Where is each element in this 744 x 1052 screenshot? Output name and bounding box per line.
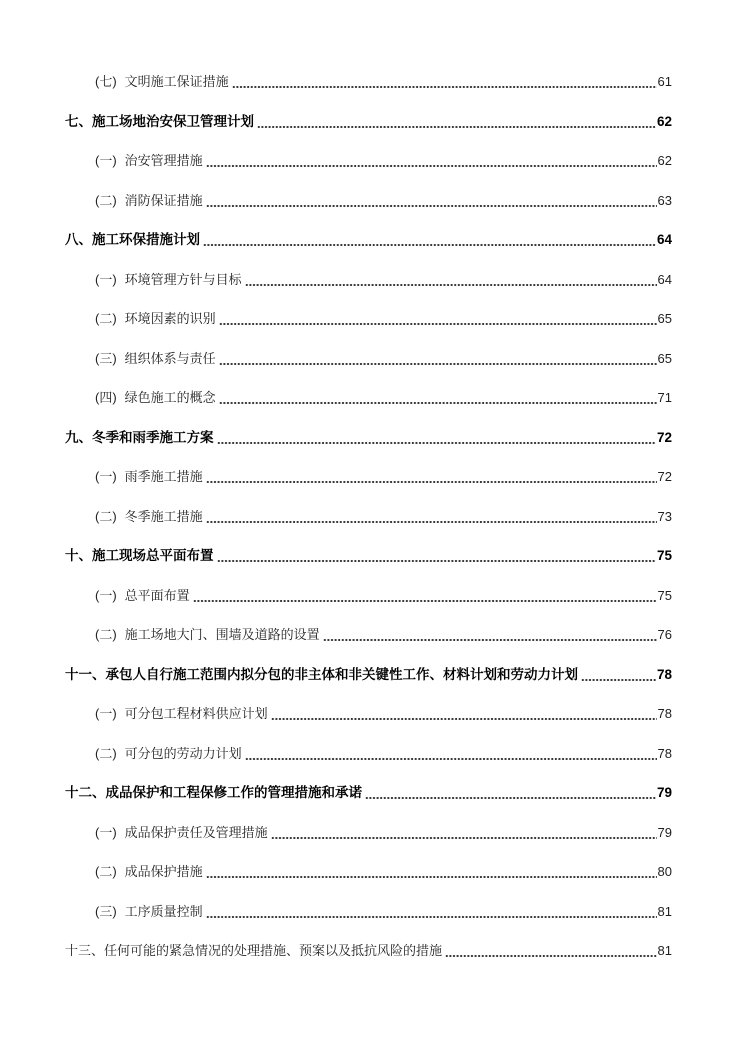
toc-entry-page: 81 [657,903,672,919]
toc-entry-title: 组织体系与责任 [124,350,216,366]
toc-entry-title: 成品保护和工程保修工作的管理措施和承诺 [105,785,362,800]
toc-entry[interactable] [65,430,672,445]
dot-leader [219,400,657,404]
toc-entry[interactable] [65,943,672,958]
dot-leader [219,361,657,365]
toc-entry-title: 承包人自行施工范围内拟分包的非主体和非关键性工作、材料计划和劳动力计划 [105,666,578,682]
toc-entry[interactable] [65,114,672,129]
toc-entry-title: 冬季和雨季施工方案 [92,429,214,445]
toc-entry-page: 75 [656,548,672,563]
toc-entry[interactable] [65,272,672,287]
toc-entry-number: (三) [95,350,117,366]
toc-entry-title: 任何可能的紧急情况的处理措施、预案以及抵抗风险的措施 [104,943,443,958]
toc-entry[interactable] [65,588,672,603]
dot-leader [217,558,656,562]
toc-entry-page: 65 [657,311,672,326]
toc-entry[interactable] [65,785,672,800]
toc-entry-title: 总平面布置 [124,587,190,603]
toc-entry-page: 79 [656,785,672,800]
dot-leader [203,242,656,246]
dot-leader [271,716,657,720]
toc-entry[interactable] [65,390,672,405]
toc-entry-title: 工序质量控制 [124,903,203,919]
toc-entry-title: 可分包工程材料供应计划 [124,706,268,721]
toc-entry[interactable] [65,153,672,168]
toc-entry-page: 71 [657,390,672,405]
toc-entry-page: 72 [656,429,672,445]
dot-leader [581,677,656,681]
dot-leader [206,479,657,483]
toc-entry-page: 72 [657,469,672,484]
toc-entry-number: 九、 [65,429,92,445]
toc-entry-number: 十二、 [65,785,106,800]
toc-entry-number: (二) [95,508,117,524]
toc-entry-number: (一) [95,469,117,484]
dot-leader [206,163,657,167]
toc-entry-page: 80 [657,864,672,879]
toc-list [65,74,672,983]
toc-entry[interactable] [65,311,672,326]
toc-entry[interactable] [65,667,672,682]
toc-entry-title: 施工环保措施计划 [92,232,200,247]
toc-entry-number: (一) [95,587,117,603]
toc-entry[interactable] [65,193,672,208]
toc-entry[interactable] [65,469,672,484]
toc-entry-number: (二) [95,745,117,761]
toc-entry[interactable] [65,706,672,721]
dot-leader [245,282,657,286]
toc-entry[interactable] [65,351,672,366]
toc-entry-title: 治安管理措施 [124,153,203,168]
toc-entry-number: (一) [95,271,117,287]
toc-entry-number: (一) [95,153,117,168]
dot-leader [245,756,657,760]
toc-entry-page: 63 [657,192,672,208]
toc-entry-number: 十一、 [65,666,106,682]
toc-entry-number: 十、 [65,548,92,563]
toc-entry[interactable] [65,825,672,840]
toc-entry-number: (一) [95,824,117,840]
toc-entry-title: 雨季施工措施 [124,469,203,484]
dot-leader [257,124,656,128]
dot-leader [206,203,657,207]
toc-entry[interactable] [65,548,672,563]
toc-entry-title: 绿色施工的概念 [124,390,216,405]
toc-entry-title: 成品保护责任及管理措施 [124,824,268,840]
dot-leader [271,835,657,839]
toc-entry-page: 62 [657,153,672,168]
toc-entry-page: 78 [657,706,672,721]
toc-entry-title: 冬季施工措施 [124,508,203,524]
toc-entry-title: 成品保护措施 [124,864,203,879]
toc-entry-page: 64 [657,271,672,287]
toc-entry-number: (四) [95,390,117,405]
toc-entry-title: 施工场地治安保卫管理计划 [92,113,254,129]
dot-leader [206,519,657,523]
toc-entry[interactable] [65,904,672,919]
toc-entry[interactable] [65,864,672,879]
toc-entry-title: 施工现场总平面布置 [92,548,214,563]
toc-entry-title: 文明施工保证措施 [124,74,229,89]
toc-entry-number: 十三、 [65,943,105,958]
toc-entry-title: 环境管理方针与目标 [124,271,242,287]
dot-leader [219,321,657,325]
toc-entry-page: 65 [657,350,672,366]
toc-entry-number: (三) [95,903,117,919]
toc-entry-title: 消防保证措施 [124,192,203,208]
toc-entry-number: (一) [95,706,117,721]
toc-entry-page: 61 [657,74,672,89]
toc-entry-number: (二) [95,192,117,208]
toc-entry-page: 78 [656,666,672,682]
toc-entry-page: 79 [657,824,672,840]
dot-leader [193,598,657,602]
toc-entry-title: 环境因素的识别 [124,311,216,326]
toc-entry-page: 64 [656,232,672,247]
toc-entry[interactable] [65,74,672,89]
toc-entry-page: 62 [656,113,672,129]
toc-entry-page: 81 [657,943,672,958]
toc-entry-page: 76 [657,627,672,642]
dot-leader [206,914,657,918]
dot-leader [445,953,657,957]
toc-entry-number: (二) [95,627,117,642]
toc-entry-number: (二) [95,311,117,326]
toc-entry-page: 75 [657,587,672,603]
toc-entry-page: 73 [657,508,672,524]
dot-leader [365,795,656,799]
toc-entry-number: (七) [95,74,117,89]
toc-entry[interactable] [65,627,672,642]
dot-leader [206,874,657,878]
dot-leader [323,637,657,641]
toc-entry[interactable] [65,232,672,247]
toc-entry[interactable] [65,746,672,761]
toc-entry-page: 78 [657,745,672,761]
dot-leader [232,84,657,88]
toc-entry-title: 可分包的劳动力计划 [124,745,242,761]
toc-entry-number: (二) [95,864,117,879]
toc-entry[interactable] [65,509,672,524]
toc-entry-title: 施工场地大门、围墙及道路的设置 [124,627,320,642]
toc-entry-number: 七、 [65,113,92,129]
toc-entry-number: 八、 [65,232,92,247]
dot-leader [217,440,656,444]
